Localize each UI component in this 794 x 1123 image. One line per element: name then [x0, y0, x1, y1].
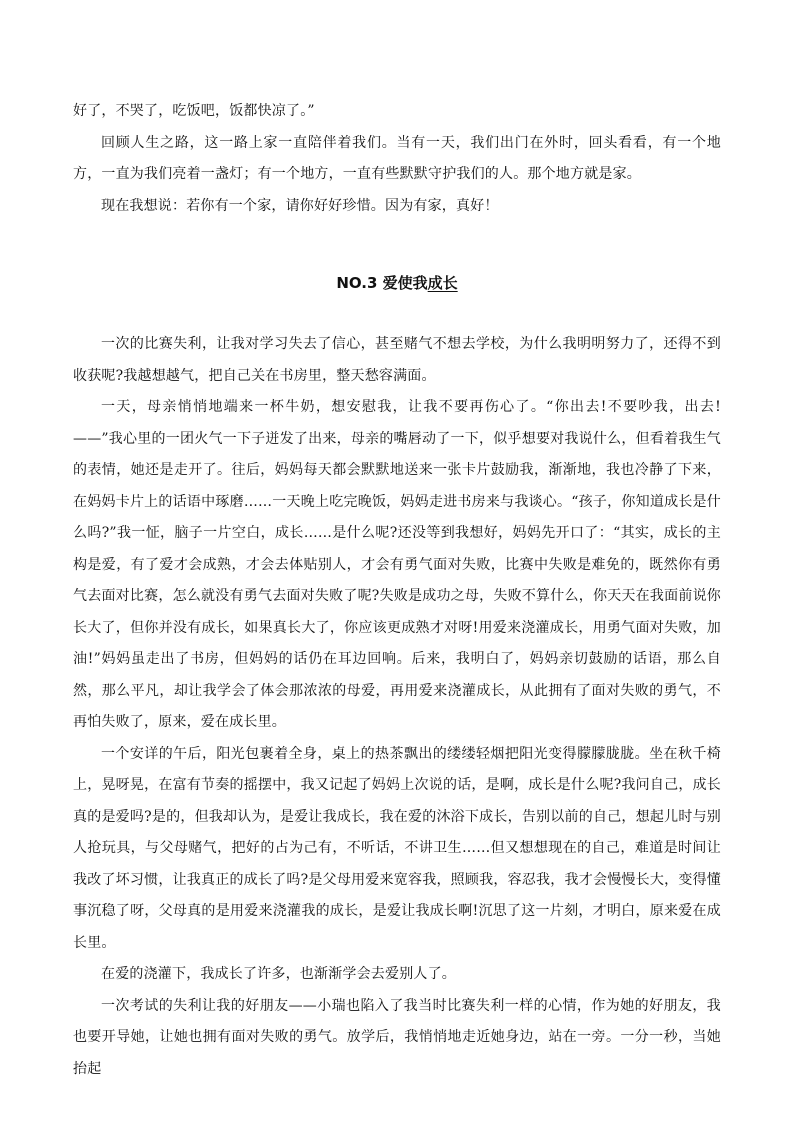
section-paragraph-3: 一个安详的午后，阳光包裹着全身，桌上的热茶飘出的缕缕轻烟把阳光变得朦朦胧胧。坐在秋千椅上，晃呀晃，在富有节奏的摇摆中，我又记起了妈妈上次说的话，是啊，成长是什么呢?我问自己，成长真的是爱吗?是的，但我却认为，是爱让我成长，我在爱的沐浴下成长，告别以前的自己，想起儿时与别人抢玩具，与父母赌气，把好的占为己有，不听话，不讲卫生……但又想想现在的自己，难道是时间让我改了坏习惯，让我真正的成长了吗?是父母用爱来宽容我，照顾我，容忍我，我才会慢慢长大，变得懂事沉稳了呀，父母真的是用爱来浇灌我的成长，是爱让我成长啊!沉思了这一片刻，才明白，原来爱在成长里。 [73, 745, 721, 951]
section-paragraph-1: 一次的比赛失利，让我对学习失去了信心，甚至赌气不想去学校，为什么我明明努力了，还得不到收获呢?我越想越气，把自己关在书房里，整天愁容满面。 [73, 336, 721, 384]
section-paragraph-2: 一天，母亲悄悄地端来一杯牛奶，想安慰我，让我不要再伤心了。“你出去!不要吵我，出去!——”我心里的一团火气一下子迸发了出来，母亲的嘴唇动了一下，似乎想要对我说什么，但看着我生气的表情，她还是走开了。往后，妈妈每天都会默默地送来一张卡片鼓励我，渐渐地，我也冷静了下来，在妈妈卡片上的话语中琢磨……一天晚上吃完晚饭，妈妈走进书房来与我谈心。“孩子，你知道成长是什么吗?”我一怔，脑子一片空白，成长……是什么呢?还没等到我想好，妈妈先开口了：“其实，成长的主构是爱，有了爱才会成熟，才会去体贴别人，才会有勇气面对失败，比赛中失败是难免的，既然你有勇气去面对比赛，怎么就没有勇气去面对失败了呢?失败是成功之母，失败不算什么，你天天在我面前说你长大了，但你并没有成长，如果真长大了，你应该更成熟才对呀!用爱来浇灌成长，用勇气面对失败，加油!”妈妈虽走出了书房，但妈妈的话仍在耳边回响。后来，我明白了，妈妈亲切鼓励的话语，那么自然，那么平凡，却让我学会了体会那浓浓的母爱，再用爱来浇灌成长，从此拥有了面对失败的勇气，不再怕失败了，原来，爱在成长里。 [73, 399, 721, 730]
section-paragraph-5: 一次考试的失利让我的好朋友——小瑞也陷入了我当时比赛失利一样的心情，作为她的好朋友，我也要开导她，让她也拥有面对失败的勇气。放学后，我悄悄地走近她身边，站在一旁。一分一秒，当她抬起 [73, 997, 721, 1077]
section-title-underlined: 成长 [427, 274, 458, 292]
document-content [73, 96, 721, 1085]
intro-paragraph-1: 好了，不哭了，吃饭吧，饭都快凉了。” [73, 103, 315, 119]
section-paragraph-4: 在爱的浇灌下，我成长了许多，也渐渐学会去爱别人了。 [101, 966, 456, 982]
intro-paragraph-2: 回顾人生之路，这一路上家一直陪伴着我们。当有一天，我们出门在外时，回头看看，有一个地方，一直为我们亮着一盏灯；有一个地方，一直有些默默守护我们的人。那个地方就是家。 [73, 134, 721, 182]
section-title [73, 273, 721, 293]
intro-paragraph-3: 现在我想说：若你有一个家，请你好好珍惜。因为有家，真好！ [101, 197, 499, 214]
section-title-text: NO.3 爱使我 [336, 274, 428, 292]
